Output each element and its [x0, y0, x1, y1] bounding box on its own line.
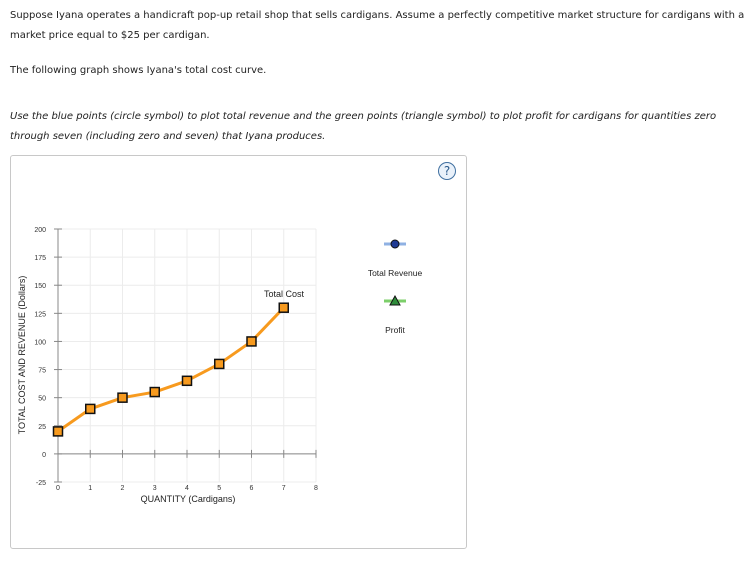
instruction-text: Use the blue points (circle symbol) to plot total revenue and the green points (triangle symbol) to plot profit for cardigans for quantities zero through seven (including zero and seven) that Iyana produces.	[10, 111, 717, 142]
x-tick-label: 0	[56, 485, 60, 492]
intro-text: Suppose Iyana operates a handicraft pop-up retail shop that sells cardigans. Assume a perfectly competitive market structure for cardigans with a market price equal to $25 per cardigan.	[10, 10, 745, 41]
x-tick-label: 2	[120, 485, 125, 492]
legend-label-total-revenue: Total Revenue	[367, 268, 423, 278]
y-tick-label: 50	[38, 395, 46, 403]
y-tick-label: 0	[42, 451, 46, 459]
x-tick-label: 1	[88, 485, 93, 492]
series-label-total-cost: Total Cost	[263, 289, 305, 299]
y-tick-label: 100	[34, 339, 46, 347]
x-axis-label: QUANTITY (Cardigans)	[140, 494, 236, 504]
graph-note: The following graph shows Iyana's total cost curve.	[10, 65, 267, 76]
y-tick-label: 75	[38, 367, 46, 375]
y-tick-label: 125	[34, 311, 46, 319]
x-tick-label: 3	[152, 485, 157, 492]
y-tick-label: 150	[34, 283, 46, 291]
y-tick-label: 25	[38, 423, 46, 431]
legend-label-profit: Profit	[385, 325, 405, 335]
help-icon[interactable]: ?	[438, 162, 456, 180]
y-tick-label: 175	[34, 255, 46, 263]
x-tick-label: 7	[281, 485, 286, 492]
y-tick-label: -25	[35, 480, 46, 487]
y-axis-label: TOTAL COST AND REVENUE (Dollars)	[17, 275, 27, 435]
y-tick-label: 200	[34, 227, 46, 234]
x-tick-label: 4	[185, 485, 189, 492]
x-tick-label: 6	[249, 485, 254, 492]
x-tick-label: 8	[314, 485, 318, 492]
x-tick-label: 5	[217, 485, 222, 492]
graph-panel	[10, 155, 467, 549]
